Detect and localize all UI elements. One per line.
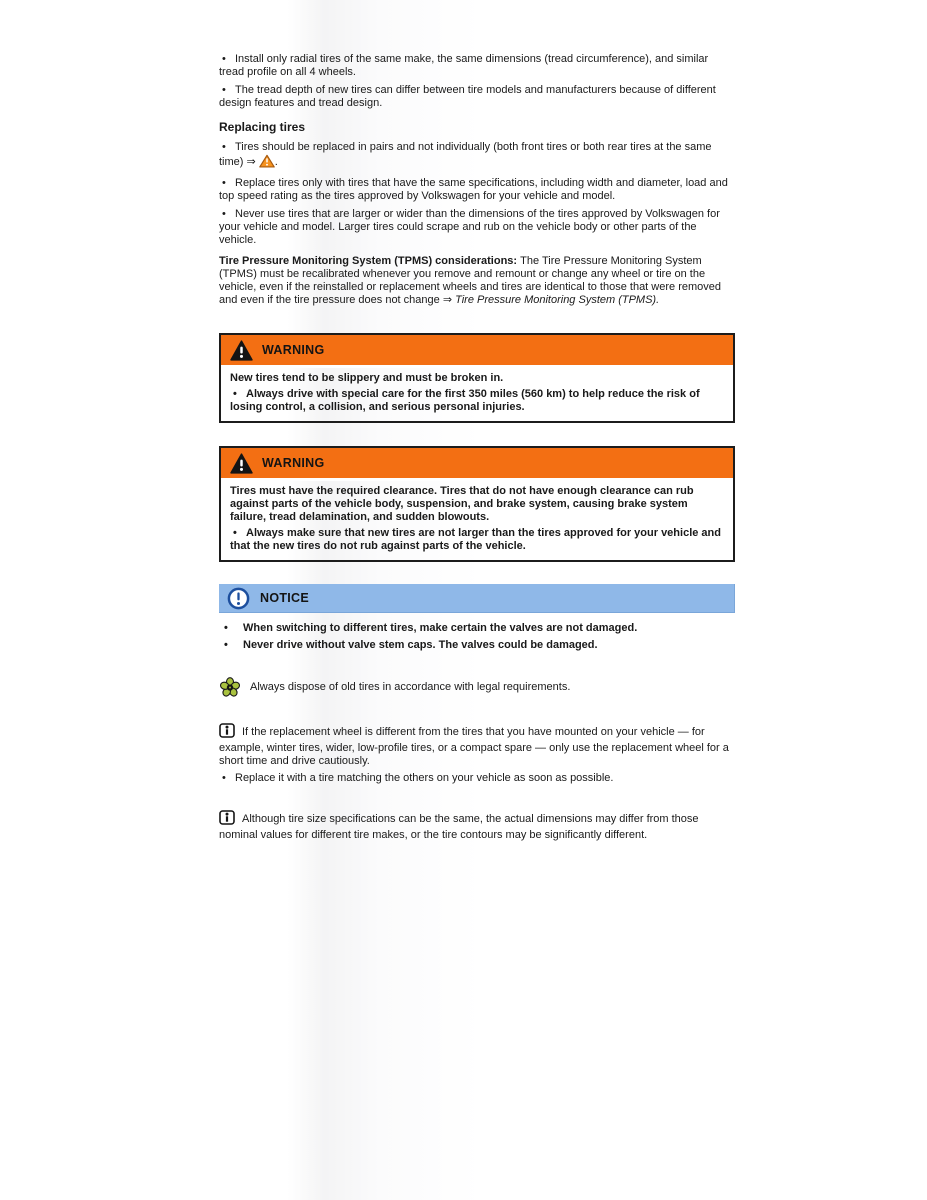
warning-triangle-icon [259, 159, 275, 171]
info-note [219, 723, 735, 768]
warning-header [221, 335, 733, 368]
warning-lead: New tires tend to be slippery and must be broken in. [230, 372, 504, 384]
list-item [230, 527, 724, 553]
list-item [219, 84, 735, 110]
info-note [219, 810, 735, 842]
list-item [219, 177, 735, 203]
info-icon [219, 723, 235, 742]
bullet-text-after: . [274, 156, 278, 168]
bullet-text: Never use tires that are larger or wider than the dimensions of the tires approved by Volkswagen for your vehicle and model. Larger tires could scrape and rub on the vehicle body or other parts of the vehicle. [219, 208, 720, 246]
page-content [219, 48, 735, 842]
warning-lead: Tires must have the required clearance. Tires that do not have enough clearance can rub against parts of the vehicle body, suspension, and brake system, causing brake system failure, tread delamination, and sudden blowouts. [230, 485, 694, 523]
tpms-paragraph [219, 255, 735, 307]
list-item [219, 53, 735, 79]
warning-title: WARNING [262, 455, 325, 470]
bullet-text: Replace tires only with tires that have the same specifications, including width and diameter, load and top speed rating as the tires approved by Volkswagen for your vehicle and model. [219, 177, 728, 202]
warning-header [221, 448, 733, 481]
list-item [219, 141, 735, 172]
info-note-text: Although tire size specifications can be the same, the actual dimensions may differ from those nominal values for different tire makes, or the tire contours may be significantly different. [219, 813, 699, 841]
flower-icon [219, 677, 241, 698]
section-heading: Replacing tires [219, 120, 306, 134]
notice-exclamation-icon [227, 587, 250, 610]
warning-box [219, 333, 735, 423]
bullet-text: Always drive with special care for the first 350 miles (560 km) to help reduce the risk of losing control, a collision, and serious personal injuries. [230, 388, 700, 413]
tpms-body: The Tire Pressure Monitoring System (TPMS) must be recalibrated whenever you remove and remount or change any wheel or tire on the vehicle, even if the reinstalled or replacement wheels and tires are identical to those that were removed and even if the tire pressure does not change ⇒ [219, 255, 721, 306]
bullet-text: The tread depth of new tires can differ between tire models and manufacturers because of different design features and tread design. [219, 84, 716, 109]
environment-note-text: Always dispose of old tires in accordance with legal requirements. [250, 681, 571, 693]
list-item [219, 622, 735, 635]
warning-title: WARNING [262, 342, 325, 357]
warning-body [221, 368, 733, 421]
notice-body [219, 622, 735, 652]
bullet-text: When switching to different tires, make certain the valves are not damaged. [243, 622, 638, 634]
warning-triangle-icon [230, 340, 253, 361]
list-item [219, 772, 735, 785]
notice-title: NOTICE [260, 591, 310, 605]
warning-body [221, 481, 733, 560]
warning-box [219, 446, 735, 562]
environment-note [219, 677, 735, 698]
list-item [219, 639, 735, 652]
list-item [219, 208, 735, 247]
bullet-text: Tires should be replaced in pairs and not individually (both front tires or both rear tires at the same time) ⇒ [219, 141, 712, 168]
bullet-text: Always make sure that new tires are not larger than the tires approved for your vehicle and that the new tires do not rub against parts of the vehicle. [230, 527, 721, 552]
notice-header [219, 584, 735, 613]
info-icon [219, 810, 235, 829]
tpms-lead: Tire Pressure Monitoring System (TPMS) considerations: [219, 255, 521, 267]
warning-triangle-icon [230, 453, 253, 474]
bullet-text: Replace it with a tire matching the others on your vehicle as soon as possible. [235, 772, 614, 784]
bullet-text: Never drive without valve stem caps. The valves could be damaged. [243, 639, 598, 651]
tpms-reference: Tire Pressure Monitoring System (TPMS). [455, 294, 660, 306]
bullet-text: Install only radial tires of the same make, the same dimensions (tread circumference), and similar tread profile on all 4 wheels. [219, 53, 709, 78]
info-note-text: If the replacement wheel is different from the tires that you have mounted on your vehicle — for example, winter tires, wider, low-profile tires, or a compact spare — only use the replacement wheel for a short time and drive cautiously. [219, 726, 729, 767]
list-item [230, 388, 724, 414]
